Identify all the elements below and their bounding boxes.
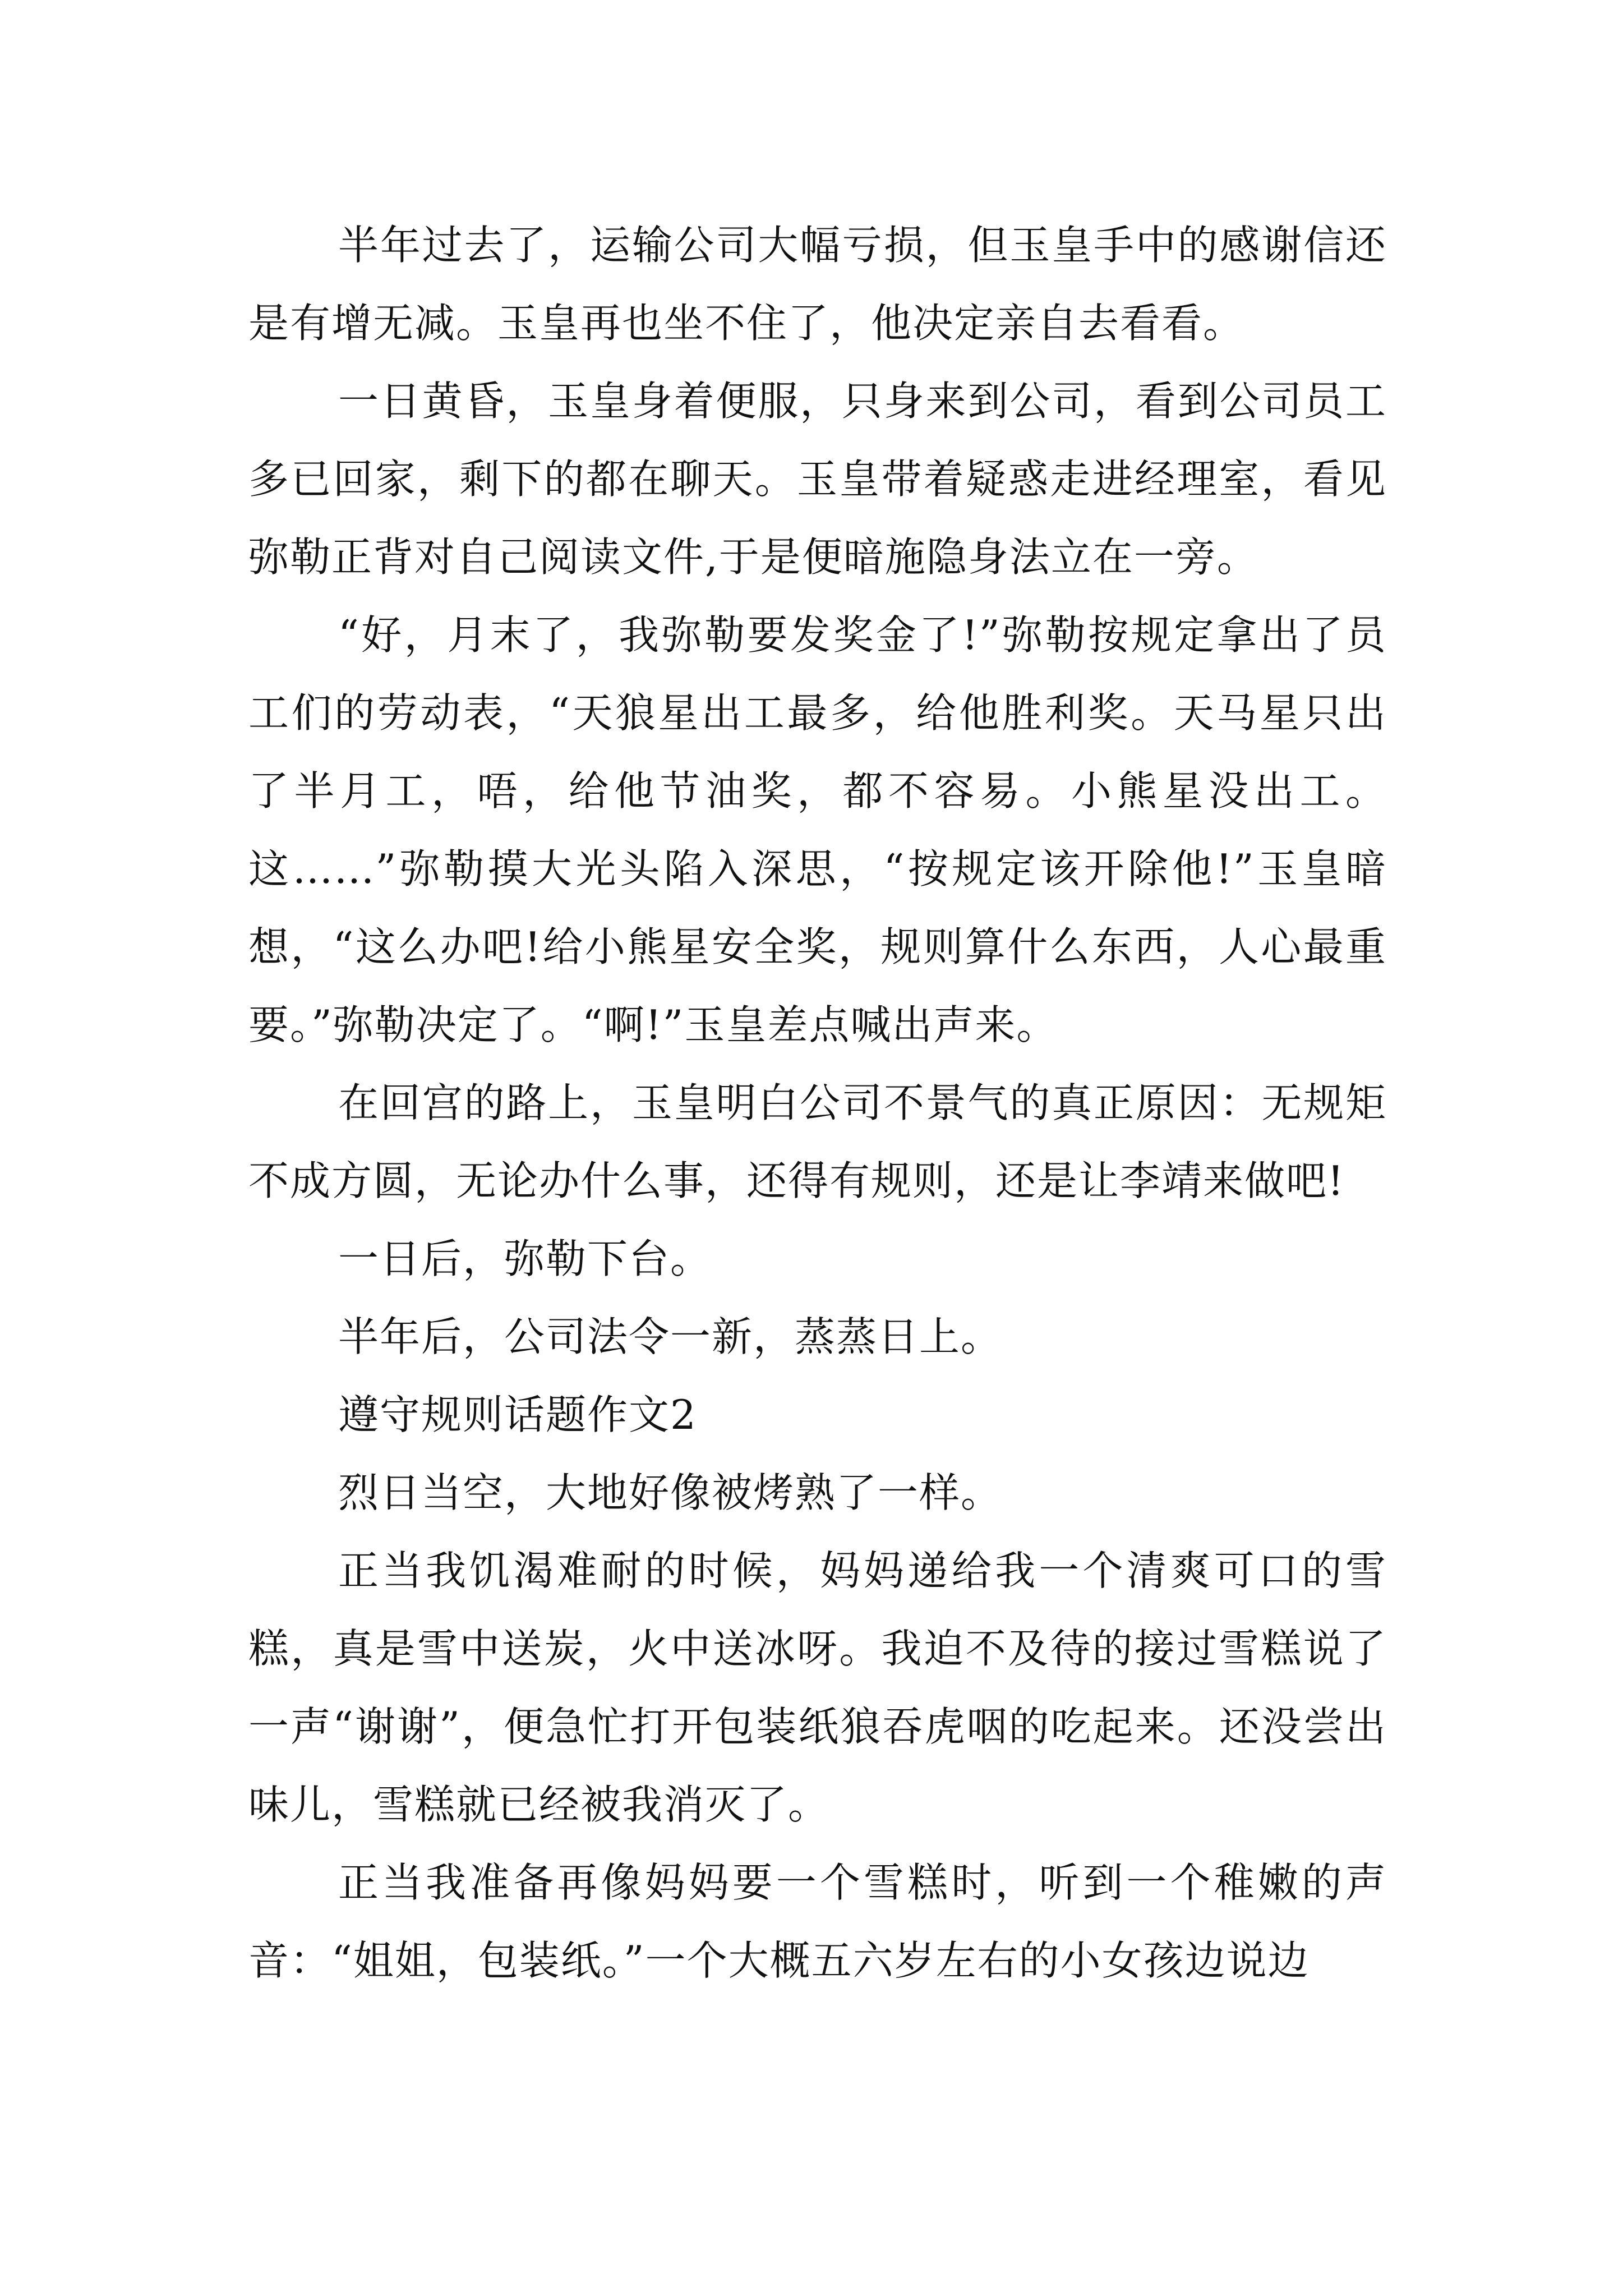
paragraph: 在回宫的路上，玉皇明白公司不景气的真正原因：无规矩不成方圆，无论办什么事，还得有规则，还是让李靖来做吧!: [248, 1079, 1387, 1204]
paragraph: 半年后，公司法令一新，蒸蒸日上。: [338, 1313, 1003, 1360]
paragraph: 一日黄昏，玉皇身着便服，只身来到公司，看到公司员工多已回家，剩下的都在聊天。玉皇带着疑惑走进经理室，看见弥勒正背对自己阅读文件,于是便暗施隐身法立在一旁。: [248, 378, 1387, 581]
paragraph: 半年过去了，运输公司大幅亏损，但玉皇手中的感谢信还是有增无减。玉皇再也坐不住了，他决定亲自去看看。: [248, 222, 1387, 347]
section-heading: 遵守规则话题作文2: [338, 1391, 697, 1438]
paragraph: “好，月末了，我弥勒要发奖金了!”弥勒按规定拿出了员工们的劳动表，“天狼星出工最多，给他胜利奖。天马星只出了半月工，唔，给他节油奖，都不容易。小熊星没出工。这……”弥勒摸大光头陷入深思，“按规定该开除他!”玉皇暗想，“这么办吧!给小熊星安全奖，规则算什么东西，人心最重要。”弥勒决定了。“啊!”玉皇差点喊出声来。: [248, 611, 1387, 1048]
paragraph: 烈日当空，大地好像被烤熟了一样。: [338, 1469, 1003, 1516]
paragraph: 正当我饥渴难耐的时候，妈妈递给我一个清爽可口的雪糕，真是雪中送炭，火中送冰呀。我迫不及待的接过雪糕说了一声“谢谢”，便急忙打开包装纸狼吞虎咽的吃起来。还没尝出味儿，雪糕就已经被我消灭了。: [248, 1547, 1387, 1828]
document-body: [248, 206, 1387, 2000]
paragraph: 一日后，弥勒下台。: [338, 1235, 712, 1282]
paragraph: 正当我准备再像妈妈要一个雪糕时，听到一个稚嫩的声音：“姐姐，包装纸。”一个大概五六岁左右的小女孩边说边: [248, 1859, 1387, 1984]
